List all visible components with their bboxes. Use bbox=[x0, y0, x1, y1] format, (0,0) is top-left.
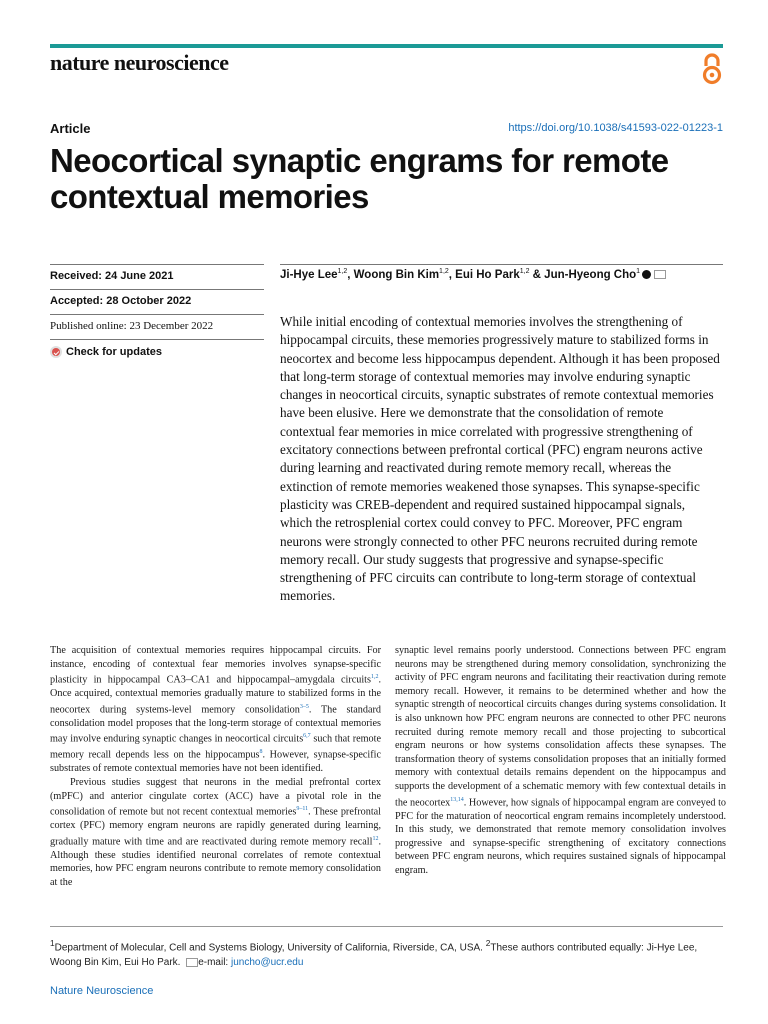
accepted-date: Accepted: 28 October 2022 bbox=[50, 295, 192, 307]
journal-header-bar bbox=[50, 44, 723, 48]
reference-citation[interactable]: 8 bbox=[259, 749, 263, 756]
affiliation-mark: 1 bbox=[50, 938, 55, 948]
affiliations-footnote bbox=[50, 936, 725, 970]
author-affiliation: 1,2 bbox=[439, 268, 449, 275]
author-name[interactable]: Eui Ho Park bbox=[455, 268, 520, 281]
meta-divider bbox=[50, 264, 264, 265]
reference-citation[interactable]: 13,14 bbox=[450, 796, 464, 803]
authors-divider bbox=[280, 264, 723, 265]
author-name[interactable]: Ji-Hye Lee bbox=[280, 268, 338, 281]
check-updates-icon bbox=[50, 346, 62, 358]
footnote-divider bbox=[50, 926, 723, 927]
meta-divider bbox=[50, 314, 264, 315]
open-access-icon bbox=[697, 52, 727, 86]
check-for-updates-button[interactable] bbox=[50, 346, 162, 358]
article-title: Neocortical synaptic engrams for remote contextual memories bbox=[50, 142, 669, 215]
reference-citation[interactable]: 1,2 bbox=[370, 674, 379, 681]
author-name[interactable]: Jun-Hyeong Cho bbox=[544, 268, 637, 281]
author-list: Ji-Hye Lee$^{1,2}$, Woong Bin Kim$^{1,2}$, Eui Ho Park$^{1,2}$ & Jun-Hyeong Cho$^1$ bbox=[280, 268, 666, 281]
reference-citation[interactable]: 12 bbox=[372, 835, 379, 842]
email-label: e-mail: bbox=[198, 957, 231, 969]
envelope-icon[interactable] bbox=[654, 270, 666, 279]
body-column-right bbox=[395, 644, 726, 877]
author-affiliation: 1,2 bbox=[337, 268, 348, 275]
reference-citation[interactable]: 9–11 bbox=[296, 806, 309, 813]
reference-citation[interactable]: 6,7 bbox=[303, 733, 311, 740]
abstract: While initial encoding of contextual memories involves the strengthening of hippocampal circuits, these memories progressively mature to stabilized forms in neocortex and become less hippocampus dependent. Although it has been proposed that long-term storage of contextual memories may involve enduring synaptic changes in neocortical circuits, synaptic substrates of remote contextual memories have been elusive. Here we demonstrate that the consolidation of remote contextual fear memories in mice correlated with progressive strengthening of excitatory connections between prefrontal cortical (PFC) engram neurons active during learning and reactivated during remote memory recall, whereas the extinction of remote memories weakened those synapses. This synapse-specific plasticity was CREB-dependent and required sustained hippocampal signals, which the retrosplenial cortex could convey to PFC. Moreover, PFC engram neurons were strongly connected to other PFC neurons recruited during remote memory recall. Our study suggests that progressive and synapse-specific strengthening of PFC circuits can contribute to long-term storage of contextual memories. bbox=[280, 314, 720, 604]
email-link[interactable]: juncho@ucr.edu bbox=[231, 957, 304, 969]
article-type-label: Article bbox=[50, 121, 91, 136]
doi-link[interactable]: https://doi.org/10.1038/s41593-022-01223-1 bbox=[508, 122, 723, 134]
meta-divider bbox=[50, 339, 264, 340]
equal-contribution-note: These authors contributed equally: Ji-Hye Lee, Woong Bin Kim, Eui Ho Park. bbox=[50, 942, 698, 969]
body-paragraph: The acquisition of contextual memories requires hippocampal circuits. For instance, encoding of contextual fear memories involves synapse-specific plasticity in hippocampal CA3–CA1 and hippocampal–amygdala circuits$^{1,2}$. Once acquired, contextual memories gradually mature to stabilized forms in the neocortex during systems-level memory consolidation$^{3-5}$. The standard consolidation model proposes that the long-term storage of contextual memories may involve enduring synaptic changes in neocortical circuits$^{6,7}$ such that remote memory recall depends less on the hippocampus$^8$. However, synapse-specific substrates of remote contextual memories have not been identified. bbox=[50, 645, 381, 775]
affiliation-mark: 2 bbox=[485, 938, 491, 948]
meta-divider bbox=[50, 289, 264, 290]
affiliation-1: Department of Molecular, Cell and Systems Biology, University of California, Riverside, CA, USA. bbox=[54, 942, 486, 954]
author-affiliation: 1,2 bbox=[519, 268, 530, 275]
body-paragraph: Previous studies suggest that neurons in the medial prefrontal cortex (mPFC) and anterior cingulate cortex (ACC) have a pivotal role in the consolidation of remote but not recent contextual memories$^{9-11}$. These prefrontal cortex (PFC) memory engram neurons are rapidly generated during learning, gradually mature with time and are reactivated during remote memory recall$^{12}$. Although these studies identified neuronal correlates of remote contextual memories, how PFC engram neurons contribute to remote memory consolidation at the bbox=[50, 776, 381, 888]
check-updates-label: Check for updates bbox=[66, 346, 162, 358]
published-date: Published online: 23 December 2022 bbox=[50, 320, 214, 332]
envelope-icon bbox=[186, 958, 198, 967]
footer-journal-name: Nature Neuroscience bbox=[50, 985, 154, 997]
author-name[interactable]: Woong Bin Kim bbox=[353, 268, 440, 281]
orcid-icon[interactable] bbox=[642, 270, 651, 279]
reference-citation[interactable]: 3–5 bbox=[299, 703, 309, 710]
received-date: Received: 24 June 2021 bbox=[50, 270, 174, 282]
journal-name: nature neuroscience bbox=[50, 50, 229, 75]
body-paragraph: synaptic level remains poorly understood. Connections between PFC engram neurons may be strengthened during memory consolidation, synchronizing the activity of PFC engram neurons and facilitating their reactivation during remote memory recall. However, it remains to be determined whether and how the synaptic strength of neocortical circuits changes during systems consolidation. It is also unknown how PFC engram neurons are connected to other PFC neurons recruited during remote memory recall and those projecting to subcortical engram neurons or how systems consolidation affects these synapses. The transformation theory of systems consolidation proposes that an initially formed memory with contextual details remains dependent on the hippocampus and supports the development of a schematic memory with few contextual details in the neocortex$^{13,14}$. However, how signals of hippocampal engram are conveyed to PFC for the maturation of neocortical engram remains incompletely understood. In this study, we demonstrated that remote memory consolidation involves progressive and synapse-specific strengthening of excitatory connections between PFC engram neurons, which requires sustained signals of hippocampal engram. bbox=[395, 645, 727, 876]
body-column-left bbox=[50, 644, 381, 889]
author-affiliation: 1 bbox=[636, 268, 641, 275]
